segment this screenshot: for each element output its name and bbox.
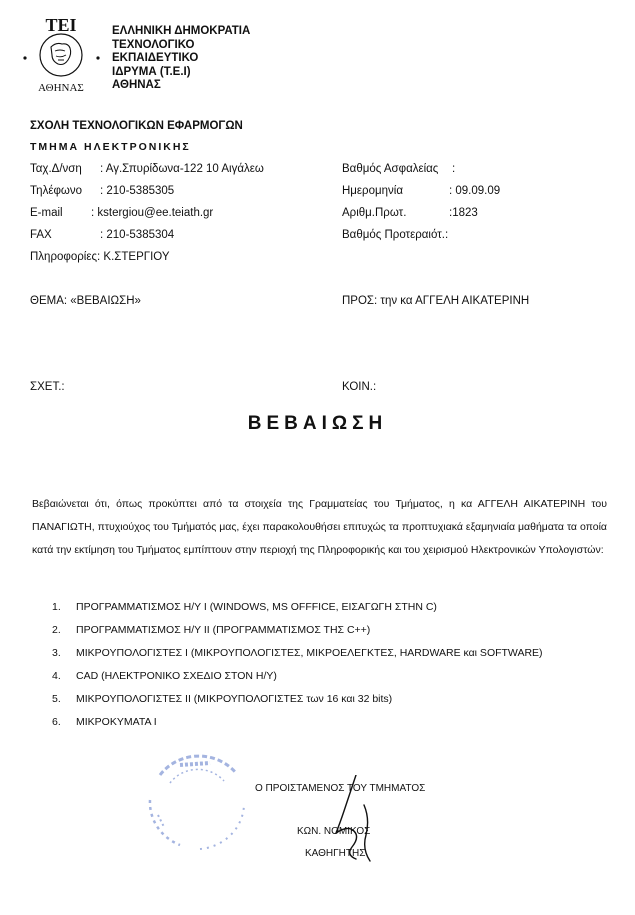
- phone-value: : 210-5385305: [100, 185, 175, 197]
- list-item: [52, 624, 543, 647]
- course-text: ΜΙΚΡΟΥΠΟΛΟΓΙΣΤΕΣ ΙΙ (ΜΙΚΡΟΥΠΟΛΟΓΙΣΤΕΣ των 16 και 32 bits): [76, 693, 393, 705]
- address-label: Ταχ.Δ/νση: [30, 163, 82, 175]
- date-value: : 09.09.09: [449, 185, 501, 197]
- course-text: ΜΙΚΡΟΥΠΟΛΟΓΙΣΤΕΣ Ι (ΜΙΚΡΟΥΠΟΛΟΓΙΣΤΕΣ, ΜΙΚΡΟΕΛΕΓΚΤΕΣ, HARDWARE και SOFTWARE): [76, 647, 543, 659]
- list-number: 5.: [52, 693, 61, 705]
- list-number: 2.: [52, 624, 61, 636]
- course-list: [52, 601, 543, 739]
- institution-line: ΙΔΡΥΜΑ (Τ.Ε.Ι): [112, 65, 191, 78]
- cc-line: ΚΟΙΝ.:: [342, 381, 377, 393]
- course-text: ΠΡΟΓΡΑΜΜΑΤΙΣΜΟΣ Η/Υ Ι (WINDOWS, MS OFFFICE, ΕΙΣΑΓΩΓΗ ΣΤΗΝ C): [76, 601, 437, 613]
- protocol-label: Αριθμ.Πρωτ.: [342, 207, 407, 219]
- institution-line: ΕΚΠΑΙΔΕΥΤΙΚΟ: [112, 52, 199, 64]
- email-value: : kstergiou@ee.teiath.gr: [91, 207, 214, 219]
- list-number: 3.: [52, 647, 61, 659]
- list-item: [52, 693, 543, 716]
- list-item: [52, 670, 543, 693]
- signatory-role: Ο ΠΡΟΙΣΤΑΜΕΝΟΣ ΤΟΥ ΤΜΗΜΑΤΟΣ: [255, 783, 426, 794]
- security-value: :: [452, 163, 456, 175]
- list-item: [52, 716, 543, 739]
- protocol-value: :1823: [449, 207, 478, 219]
- body-paragraph: Βεβαιώνεται ότι, όπως προκύπτει από τα στοιχεία της Γραμματείας του Τμήματος, η κα ΑΓΓΕΛΗ ΑΙΚΑΤΕΡΙΝΗ του ΠΑΝΑΓΙΩΤΗ, πτυχιούχος του Τμήματός μας, έχει παρακολουθήσει επιτυχώς τα προπτυχιακά εξαμηνιαία μαθήματα τα οποία κατά την εκτίμηση του Τμήματος εμπίπτουν στην περιοχή της Πληροφορικής και του χειρισμού Ηλεκτρονικών Υπολογιστών:: [32, 498, 607, 556]
- document-title: ΒΕΒΑΙΩΣΗ: [247, 413, 388, 434]
- certificate-body: [32, 493, 607, 562]
- list-number: 1.: [52, 601, 61, 613]
- signatory-name: ΚΩΝ. ΝΟΜΙΚΟΣ: [297, 826, 371, 837]
- logo-top-text: ΤΕΙ: [45, 15, 77, 35]
- institution-line: ΕΛΛΗΝΙΚΗ ΔΗΜΟΚΡΑΤΙΑ: [112, 25, 251, 37]
- phone-label: Τηλέφωνο: [30, 185, 83, 197]
- list-number: 4.: [52, 670, 61, 682]
- recipient-line: ΠΡΟΣ: την κα ΑΓΓΕΛΗ ΑΙΚΑΤΕΡΙΝΗ: [342, 295, 530, 307]
- priority-label: Βαθμός Προτεραιότ.:: [342, 229, 449, 241]
- related-line: ΣΧΕΤ.:: [30, 381, 65, 393]
- security-label: Βαθμός Ασφαλείας: [342, 163, 439, 175]
- subject-line: ΘΕΜΑ: «ΒΕΒΑΙΩΣΗ»: [30, 295, 141, 307]
- institution-line: ΤΕΧΝΟΛΟΓΙΚΟ: [112, 38, 195, 51]
- course-text: ΜΙΚΡΟΚΥΜΑΤΑ Ι: [76, 716, 157, 728]
- date-label: Ημερομηνία: [342, 185, 403, 197]
- list-item: [52, 601, 543, 624]
- logo-bottom-text: ΑΘΗΝΑΣ: [38, 82, 84, 94]
- list-item: [52, 647, 543, 670]
- institution-block: [112, 25, 250, 93]
- info-line: Πληροφορίες: Κ.ΣΤΕΡΓΙΟΥ: [30, 251, 170, 263]
- list-number: 6.: [52, 716, 61, 728]
- tei-logo-icon: [20, 14, 102, 94]
- department-name: ΤΜΗΜΑ ΗΛΕΚΤΡΟΝΙΚΗΣ: [30, 141, 191, 153]
- fax-label: FAX: [30, 229, 52, 241]
- address-value: : Αγ.Σπυρίδωνα-122 10 Αιγάλεω: [100, 163, 264, 175]
- official-stamp-icon: [140, 745, 252, 853]
- signatory-title: ΚΑΘΗΓΗΤΗΣ: [305, 848, 366, 859]
- handwritten-signature-icon: [310, 775, 420, 875]
- fax-value: : 210-5385304: [100, 229, 175, 241]
- course-text: ΠΡΟΓΡΑΜΜΑΤΙΣΜΟΣ Η/Υ ΙΙ (ΠΡΟΓΡΑΜΜΑΤΙΣΜΟΣ ΤΗΣ C++): [76, 624, 371, 636]
- institution-line: ΑΘΗΝΑΣ: [112, 79, 161, 91]
- school-name: ΣΧΟΛΗ ΤΕΧΝΟΛΟΓΙΚΩΝ ΕΦΑΡΜΟΓΩΝ: [30, 120, 243, 132]
- email-label: E-mail: [30, 207, 63, 219]
- course-text: CAD (ΗΛΕΚΤΡΟΝΙΚΟ ΣΧΕΔΙΟ ΣΤΟΝ Η/Υ): [76, 670, 277, 682]
